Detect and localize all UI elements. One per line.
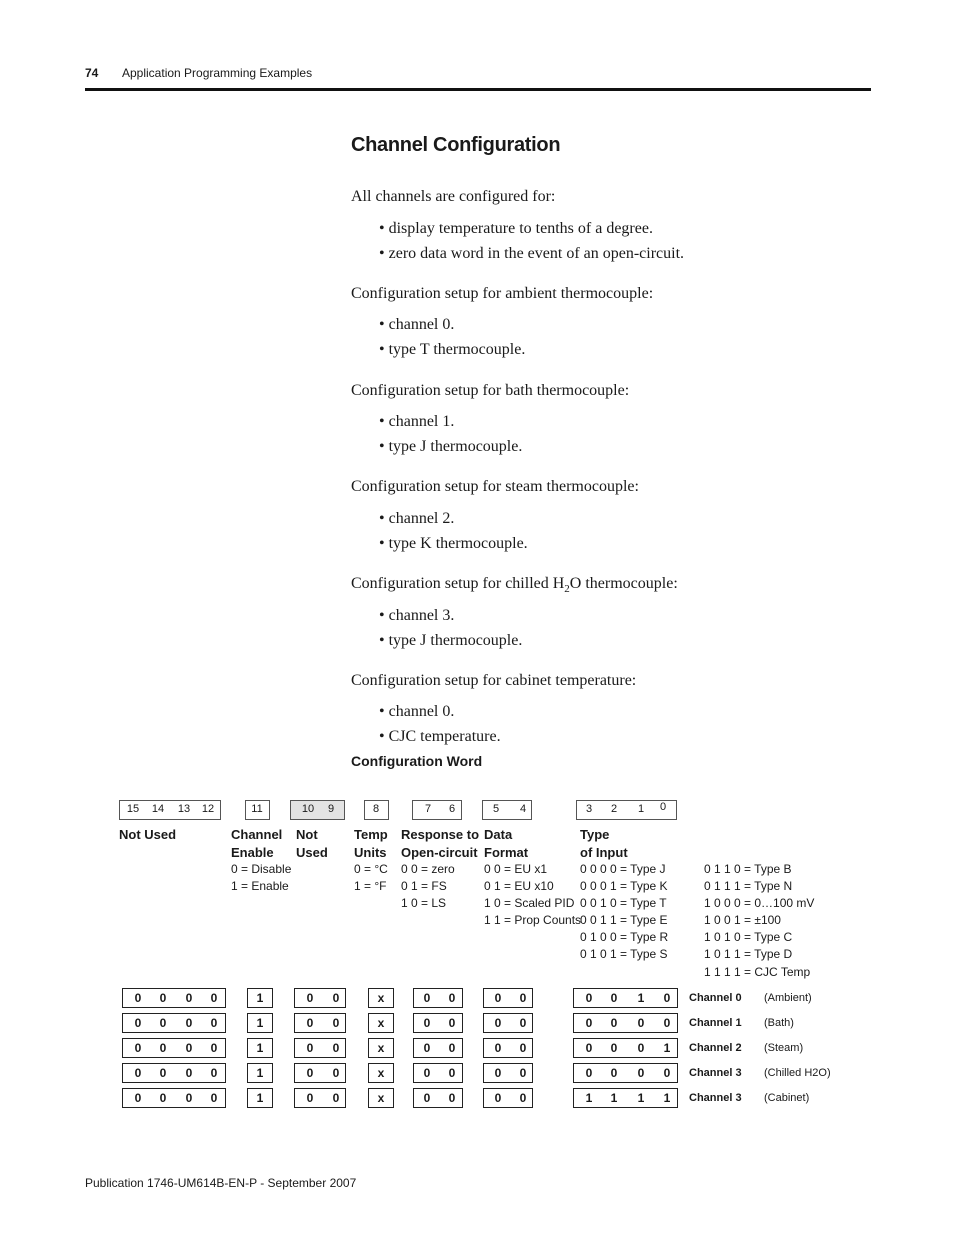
option-text: 0 0 1 0 = Type T — [580, 896, 667, 910]
bit-number: 2 — [610, 803, 618, 815]
field-channel-enable: Channel — [231, 827, 283, 842]
option-text: 0 0 = EU x1 — [484, 862, 548, 876]
option-text: 0 1 = FS — [401, 879, 447, 893]
bit-value: 0 — [332, 991, 340, 1005]
bit-value: 0 — [306, 991, 314, 1005]
bit-value: 0 — [585, 1066, 593, 1080]
bit-value: 0 — [519, 1091, 527, 1105]
channel-description: (Cabinet) — [764, 1092, 810, 1104]
bit-value: 0 — [210, 1016, 218, 1030]
bit-value: 0 — [637, 1016, 645, 1030]
option-text: 0 = Disable — [231, 862, 292, 876]
bit-number: 15 — [126, 803, 140, 815]
channel-label: Channel 2 — [689, 1042, 742, 1054]
bit-value: 0 — [185, 1066, 193, 1080]
channel-label: Channel 0 — [689, 992, 742, 1004]
bit-value: 0 — [448, 1041, 456, 1055]
bit-value: 0 — [494, 1066, 502, 1080]
bit-value: 0 — [494, 991, 502, 1005]
bit-value: x — [377, 1091, 385, 1105]
option-text: 1 = Enable — [231, 879, 289, 893]
bit-value: 0 — [210, 1066, 218, 1080]
bit-value: 1 — [256, 1041, 264, 1055]
bullet-text: channel 0. — [388, 703, 455, 720]
bit-value: x — [377, 1041, 385, 1055]
bit-value: 0 — [663, 1066, 671, 1080]
bit-value: 0 — [494, 1091, 502, 1105]
option-text: 0 1 0 0 = Type R — [580, 930, 669, 944]
bit-number: 7 — [424, 803, 432, 815]
bit-value: 0 — [185, 1041, 193, 1055]
bit-value: 0 — [519, 1041, 527, 1055]
bit-value: 0 — [185, 1016, 193, 1030]
bullet-text: channel 1. — [388, 413, 455, 430]
field-channel-enable: Enable — [231, 845, 274, 860]
option-text: 0 1 1 1 = Type N — [704, 879, 793, 893]
bit-value: 0 — [306, 1091, 314, 1105]
bit-value: 0 — [134, 1091, 142, 1105]
option-text: 0 = °C — [354, 862, 388, 876]
bit-number: 13 — [177, 803, 191, 815]
field-not-used: Not Used — [119, 827, 177, 842]
bit-value: 0 — [134, 991, 142, 1005]
bit-value: 0 — [210, 1091, 218, 1105]
bit-value: 0 — [306, 1066, 314, 1080]
bit-value: 0 — [494, 1041, 502, 1055]
channel-description: (Chilled H2O) — [764, 1067, 831, 1079]
option-text: 1 = °F — [354, 879, 387, 893]
bullet-item: • channel 0. — [379, 703, 455, 720]
bit-value: 1 — [637, 1091, 645, 1105]
bit-value: 0 — [637, 1066, 645, 1080]
option-text: 1 0 1 0 = Type C — [704, 930, 793, 944]
bit-value: 0 — [134, 1066, 142, 1080]
setup-heading-chilled — [351, 575, 678, 595]
bit-value: 1 — [610, 1091, 618, 1105]
channel-description: (Bath) — [764, 1017, 794, 1029]
bit-value: 0 — [159, 1066, 167, 1080]
bullet-text: type J thermocouple. — [388, 632, 523, 649]
bit-value: 0 — [448, 1016, 456, 1030]
bit-number: 6 — [448, 803, 456, 815]
heading-text: O thermocouple: — [569, 575, 678, 592]
bullet-item: • zero data word in the event of an open-circuit. — [379, 245, 685, 262]
bit-value: 0 — [159, 1016, 167, 1030]
bit-number: 8 — [372, 803, 380, 815]
bit-value: 0 — [332, 1066, 340, 1080]
bit-value: 0 — [519, 1066, 527, 1080]
figure-title: Configuration Word — [351, 753, 483, 769]
option-text: 1 0 0 0 = 0…100 mV — [704, 896, 815, 910]
bullet-item: • channel 1. — [379, 413, 455, 430]
bit-value: 0 — [210, 1041, 218, 1055]
field-open-circuit: Open-circuit — [401, 845, 478, 860]
bit-value: 1 — [663, 1091, 671, 1105]
bit-value: 0 — [519, 1016, 527, 1030]
bit-value: 1 — [256, 991, 264, 1005]
bit-number: 5 — [492, 803, 500, 815]
bit-value: 0 — [585, 1041, 593, 1055]
bit-number: 12 — [201, 803, 215, 815]
bit-value: 0 — [448, 991, 456, 1005]
option-text: 0 1 0 1 = Type S — [580, 947, 668, 961]
bullet-text: display temperature to tenths of a degree. — [388, 220, 653, 237]
field-open-circuit: Response to — [401, 827, 480, 842]
channel-description: (Steam) — [764, 1042, 804, 1054]
bit-number: 0 — [659, 801, 667, 813]
bullet-item: • type T thermocouple. — [379, 341, 526, 358]
bit-number: 9 — [327, 803, 335, 815]
bit-value: x — [377, 1016, 385, 1030]
bit-value: 0 — [610, 1041, 618, 1055]
field-temp-units: Temp — [354, 827, 388, 842]
bullet-item: • type J thermocouple. — [379, 438, 523, 455]
bullet-text: channel 2. — [388, 510, 455, 527]
bit-value: 0 — [585, 991, 593, 1005]
bit-value: 0 — [448, 1066, 456, 1080]
bit-value: 0 — [423, 1066, 431, 1080]
bullet-text: channel 3. — [388, 607, 455, 624]
field-data-format: Format — [484, 845, 529, 860]
bit-value: 1 — [637, 991, 645, 1005]
setup-heading-cabinet: Configuration setup for cabinet temperature: — [351, 672, 637, 689]
bit-value: 0 — [332, 1091, 340, 1105]
bit-value: 0 — [159, 1041, 167, 1055]
page-number: 74 — [85, 66, 99, 80]
bullet-item: • display temperature to tenths of a degree. — [379, 220, 653, 237]
bit-value: 0 — [637, 1041, 645, 1055]
bit-value: 0 — [663, 991, 671, 1005]
option-text: 1 1 = Prop Counts — [484, 913, 582, 927]
option-text: 0 0 0 0 = Type J — [580, 862, 666, 876]
bit-value: x — [377, 991, 385, 1005]
header-rule — [85, 88, 871, 91]
bullet-item: • type J thermocouple. — [379, 632, 523, 649]
bit-value: 0 — [159, 991, 167, 1005]
bit-value: 0 — [423, 1091, 431, 1105]
intro-paragraph: All channels are configured for: — [351, 188, 556, 205]
field-data-format: Data — [484, 827, 513, 842]
option-text: 0 0 1 1 = Type E — [580, 913, 668, 927]
bit-value: 0 — [423, 1016, 431, 1030]
bit-value: 0 — [663, 1016, 671, 1030]
bit-value: 0 — [519, 991, 527, 1005]
bit-number: 1 — [637, 803, 645, 815]
bit-value: x — [377, 1066, 385, 1080]
channel-label: Channel 3 — [689, 1092, 742, 1104]
bullet-text: channel 0. — [388, 316, 455, 333]
setup-heading-ambient: Configuration setup for ambient thermocouple: — [351, 285, 654, 302]
option-text: 1 0 1 1 = Type D — [704, 947, 793, 961]
field-not-used-2: Used — [296, 845, 328, 860]
bit-value: 0 — [210, 991, 218, 1005]
option-text: 1 0 = Scaled PID — [484, 896, 575, 910]
channel-label: Channel 1 — [689, 1017, 742, 1029]
bit-number: 14 — [151, 803, 165, 815]
bit-value: 0 — [610, 1066, 618, 1080]
setup-heading-steam: Configuration setup for steam thermocouple: — [351, 478, 639, 495]
running-header: Application Programming Examples — [122, 66, 313, 80]
option-text: 1 0 = LS — [401, 896, 447, 910]
bit-value: 0 — [610, 1016, 618, 1030]
bit-value: 1 — [256, 1066, 264, 1080]
channel-description: (Ambient) — [764, 992, 812, 1004]
bullet-text: CJC temperature. — [388, 728, 501, 745]
bit-value: 0 — [494, 1016, 502, 1030]
bullet-item: • type K thermocouple. — [379, 535, 528, 552]
option-text: 1 0 0 1 = ±100 — [704, 913, 781, 927]
bit-value: 0 — [306, 1041, 314, 1055]
bit-number: 11 — [251, 803, 263, 815]
bit-value: 0 — [610, 991, 618, 1005]
bullet-text: type K thermocouple. — [388, 535, 528, 552]
field-not-used-2: Not — [296, 827, 318, 842]
bullet-item: • channel 0. — [379, 316, 455, 333]
bit-value: 0 — [423, 1041, 431, 1055]
bit-value: 0 — [332, 1016, 340, 1030]
bit-value: 0 — [332, 1041, 340, 1055]
bullet-text: type J thermocouple. — [388, 438, 523, 455]
heading-text: Configuration setup for chilled H — [351, 575, 565, 592]
option-text: 1 1 1 1 = CJC Temp — [704, 965, 811, 979]
option-text: 0 0 = zero — [401, 862, 455, 876]
bit-value: 1 — [663, 1041, 671, 1055]
bullet-item: • CJC temperature. — [379, 728, 501, 745]
bit-value: 0 — [185, 991, 193, 1005]
bit-value: 0 — [423, 991, 431, 1005]
bit-value: 0 — [134, 1041, 142, 1055]
option-text: 0 1 1 0 = Type B — [704, 862, 792, 876]
bit-value: 0 — [159, 1091, 167, 1105]
bullet-text: zero data word in the event of an open-circuit. — [388, 245, 685, 262]
field-temp-units: Units — [354, 845, 387, 860]
bit-value: 0 — [306, 1016, 314, 1030]
bit-value: 0 — [134, 1016, 142, 1030]
bit-value: 1 — [256, 1016, 264, 1030]
bit-value: 1 — [585, 1091, 593, 1105]
bullet-item: • channel 3. — [379, 607, 455, 624]
bullet-text: type T thermocouple. — [388, 341, 526, 358]
option-text: 0 1 = EU x10 — [484, 879, 554, 893]
bullet-item: • channel 2. — [379, 510, 455, 527]
bit-value: 0 — [185, 1091, 193, 1105]
channel-label: Channel 3 — [689, 1067, 742, 1079]
bit-number: 10 — [301, 803, 315, 815]
bit-number: 3 — [585, 803, 593, 815]
bit-number: 4 — [519, 803, 527, 815]
field-input-type: of Input — [580, 845, 628, 860]
bit-value: 0 — [448, 1091, 456, 1105]
bit-value: 1 — [256, 1091, 264, 1105]
section-title: Channel Configuration — [351, 134, 561, 156]
subscript: 2 — [564, 583, 570, 596]
setup-heading-bath: Configuration setup for bath thermocouple: — [351, 382, 630, 399]
option-text: 0 0 0 1 = Type K — [580, 879, 668, 893]
publication-footer: Publication 1746-UM614B-EN-P - September 2007 — [85, 1176, 357, 1190]
field-input-type: Type — [580, 827, 610, 842]
bit-value: 0 — [585, 1016, 593, 1030]
